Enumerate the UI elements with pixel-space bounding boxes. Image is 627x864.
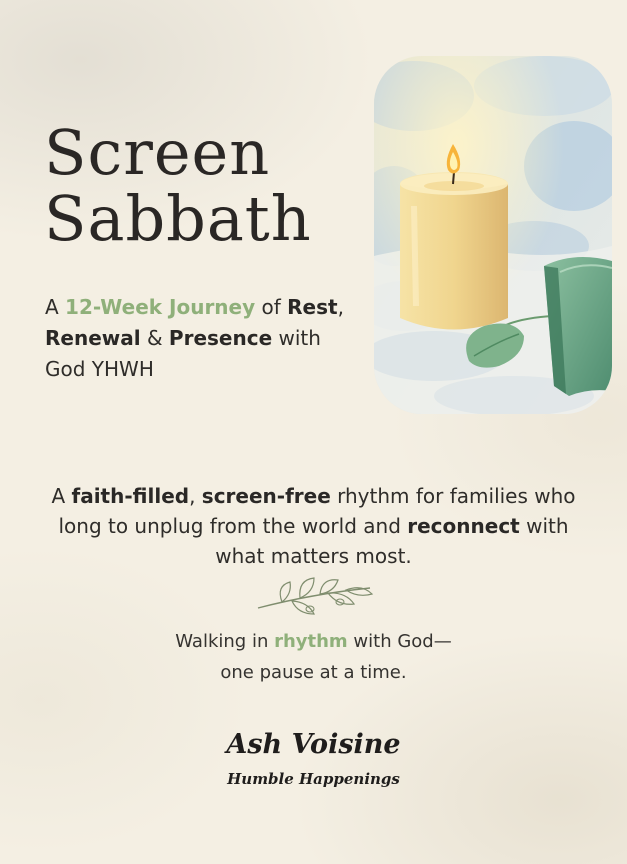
olive-branch-icon bbox=[252, 574, 376, 620]
description-text: , bbox=[189, 484, 202, 508]
subtitle-highlight: 12-Week Journey bbox=[65, 295, 256, 319]
author-name: Ash Voisine bbox=[226, 729, 401, 760]
description-bold-faith-filled: faith-filled bbox=[71, 484, 190, 508]
subtitle-text: A bbox=[45, 295, 66, 319]
title-line-1: Screen bbox=[44, 116, 271, 189]
title-line-2: Sabbath bbox=[44, 182, 312, 255]
subtitle-text: of bbox=[255, 295, 288, 319]
subtitle-text: , bbox=[337, 295, 344, 319]
brand-name: Humble Happenings bbox=[227, 770, 400, 788]
subtitle-bold-renewal: Renewal bbox=[45, 326, 141, 350]
description-text: rhythm for families who long to unplug from the world and bbox=[58, 484, 576, 538]
description-bold-screen-free: screen-free bbox=[201, 484, 331, 508]
description-text: with what matters most. bbox=[215, 514, 569, 568]
description-bold-reconnect: reconnect bbox=[407, 514, 520, 538]
tagline-text: with God— bbox=[347, 631, 452, 652]
tagline-text: Walking in bbox=[175, 631, 275, 652]
subtitle-text: God YHWH bbox=[45, 357, 154, 381]
candle-icon bbox=[374, 56, 612, 414]
subtitle-text: with bbox=[272, 326, 321, 350]
tagline-line-2: one pause at a time. bbox=[220, 662, 407, 683]
page-title bbox=[44, 116, 312, 255]
description bbox=[40, 481, 587, 571]
cover-illustration bbox=[374, 56, 612, 414]
subtitle bbox=[45, 292, 365, 385]
subtitle-text: & bbox=[140, 326, 169, 350]
tagline-highlight: rhythm bbox=[274, 631, 348, 652]
subtitle-bold-rest: Rest bbox=[287, 295, 338, 319]
tagline bbox=[120, 626, 507, 688]
description-text: A bbox=[51, 484, 72, 508]
subtitle-bold-presence: Presence bbox=[168, 326, 273, 350]
